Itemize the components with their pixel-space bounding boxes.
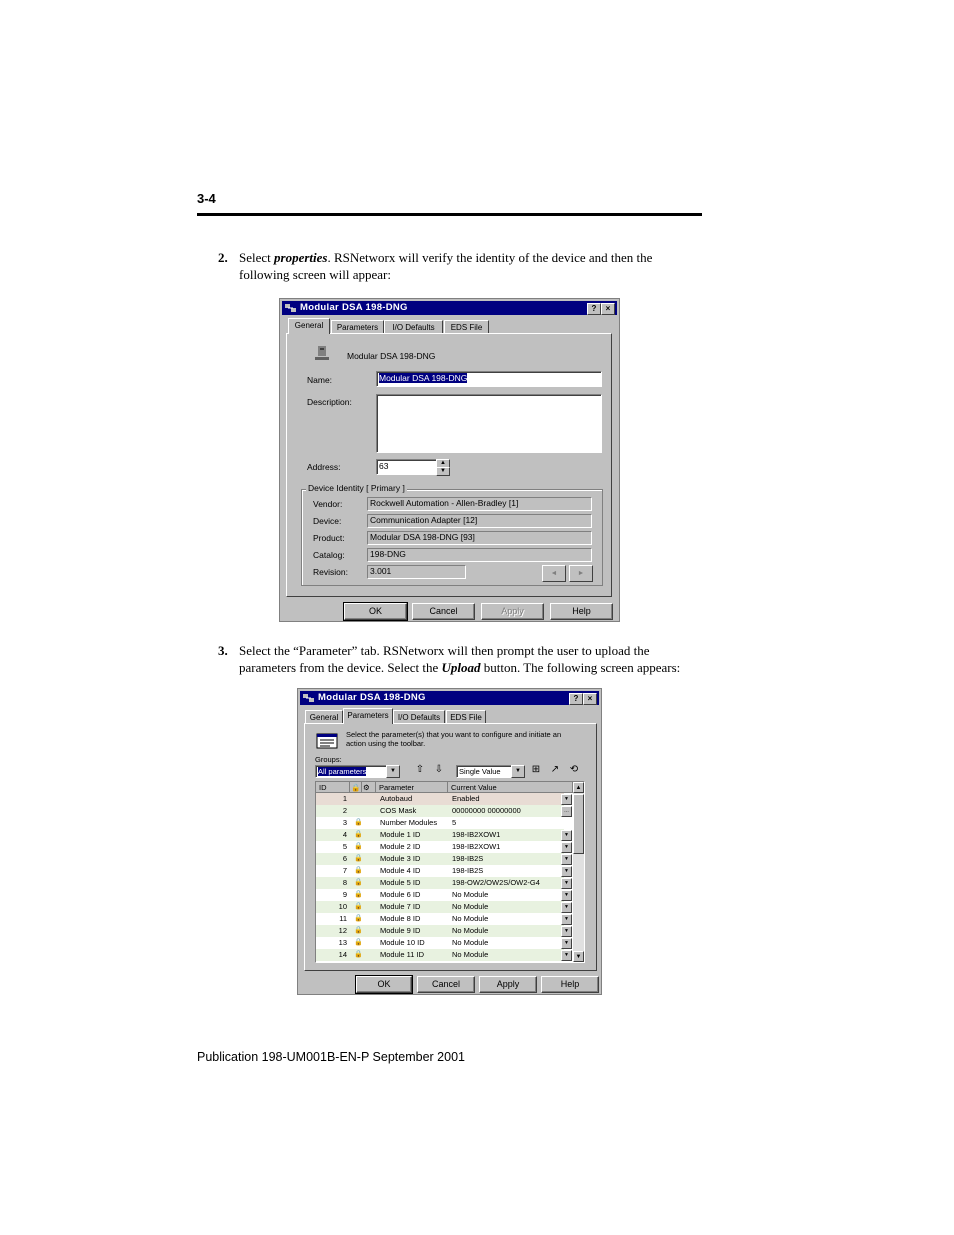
param-id: 6	[342, 854, 347, 863]
revision-label: Revision:	[313, 567, 348, 577]
param-name: Module 10 ID	[380, 938, 425, 947]
lock-icon: 🔒	[354, 927, 363, 934]
table-row[interactable]	[316, 949, 569, 961]
cancel-button[interactable]: Cancel	[412, 603, 475, 620]
vertical-scrollbar[interactable]	[573, 782, 584, 962]
lock-icon: 🔒	[354, 879, 363, 886]
param-id: 4	[342, 830, 347, 839]
step-number: 2.	[218, 250, 228, 265]
properties-dialog-general	[279, 298, 620, 622]
param-value[interactable]: No Module	[452, 938, 489, 947]
apply-button[interactable]: Apply	[481, 603, 544, 620]
table-row[interactable]	[316, 937, 569, 949]
tab-general[interactable]: General	[305, 710, 343, 724]
upload-icon[interactable]: ⇧	[415, 764, 425, 775]
table-row[interactable]	[316, 925, 569, 937]
step-2	[218, 249, 698, 285]
param-name: Module 2 ID	[380, 842, 421, 851]
chevron-down-icon[interactable]: ▼	[561, 938, 572, 949]
catalog-value: 198-DNG	[367, 548, 592, 562]
table-row[interactable]	[316, 829, 569, 841]
header-rule	[197, 213, 702, 216]
tab-io-defaults[interactable]: I/O Defaults	[384, 320, 443, 334]
page-footer: Publication 198-UM001B-EN-P September 2001	[197, 1050, 465, 1064]
product-value: Modular DSA 198-DNG [93]	[367, 531, 592, 545]
properties-dialog-parameters	[297, 688, 602, 995]
chevron-down-icon[interactable]: ▼	[561, 902, 572, 913]
column-header-current-value[interactable]: Current Value	[448, 782, 573, 793]
param-id: 3	[342, 818, 347, 827]
param-value[interactable]: No Module	[452, 926, 489, 935]
device-icon	[313, 344, 331, 362]
next-arrow-icon[interactable]: ►	[569, 565, 593, 582]
chevron-down-icon[interactable]: ▼	[561, 830, 572, 841]
param-id: 10	[338, 902, 347, 911]
param-name: Module 6 ID	[380, 890, 421, 899]
general-panel	[286, 333, 612, 597]
param-id: 11	[339, 914, 347, 923]
page-number: 3-4	[197, 191, 216, 206]
column-header-parameter[interactable]: Parameter	[376, 782, 448, 793]
lock-icon: 🔒	[354, 867, 363, 874]
description-label: Description:	[307, 397, 352, 407]
cancel-button[interactable]: Cancel	[417, 976, 475, 993]
scroll-up-icon[interactable]: ▲	[573, 782, 584, 793]
chevron-down-icon[interactable]: ▼	[386, 765, 400, 778]
param-value[interactable]: Enabled	[452, 794, 480, 803]
scroll-down-icon[interactable]: ▼	[573, 951, 584, 962]
chevron-down-icon[interactable]: ▼	[561, 890, 572, 901]
step-text: Select properties. RSNetworx will verify the identity of the device and then the following screen will appear:	[239, 250, 653, 282]
spin-up-icon[interactable]: ▲	[436, 459, 450, 468]
ok-button[interactable]: OK	[356, 976, 412, 993]
table-row[interactable]	[316, 817, 564, 829]
param-id: 7	[342, 866, 347, 875]
dialog-title: Modular DSA 198-DNG	[300, 302, 408, 313]
param-id: 13	[338, 938, 347, 947]
instruction-line-1: Select the parameter(s) that you want to configure and initiate an	[346, 730, 562, 739]
chevron-down-icon[interactable]: ▼	[561, 842, 572, 853]
param-name: Module 8 ID	[380, 914, 421, 923]
close-icon[interactable]: ×	[583, 693, 597, 705]
network-device-icon	[285, 303, 296, 313]
flag-column-icon: ⚙	[362, 782, 376, 793]
select-icon[interactable]: ↗	[550, 764, 560, 775]
revision-value: 3.001	[367, 565, 466, 579]
help-icon[interactable]: ?	[569, 693, 583, 705]
chevron-down-icon[interactable]: ▼	[561, 878, 572, 889]
param-id: 8	[342, 878, 347, 887]
param-value[interactable]: No Module	[452, 890, 489, 899]
param-name: Module 4 ID	[380, 866, 421, 875]
param-name: Module 1 ID	[380, 830, 421, 839]
step-number: 3.	[218, 643, 228, 658]
param-value[interactable]: 198-IB2XOW1	[452, 830, 501, 839]
lock-column-icon: 🔒	[351, 783, 361, 792]
tab-parameters[interactable]: Parameters	[343, 708, 393, 724]
parameter-rows	[316, 793, 573, 962]
param-value[interactable]: 5	[452, 818, 457, 827]
parameters-panel	[304, 723, 597, 971]
restore-icon[interactable]: ⟲	[569, 764, 579, 775]
param-name: Module 11 ID	[380, 950, 425, 959]
chevron-down-icon[interactable]: ▼	[561, 866, 572, 877]
chevron-down-icon[interactable]: ▼	[561, 950, 572, 961]
parameter-grid	[315, 781, 585, 963]
tab-general[interactable]: General	[288, 318, 330, 334]
chevron-down-icon[interactable]: ▼	[561, 914, 572, 925]
help-icon[interactable]: ?	[587, 303, 601, 315]
table-row[interactable]	[316, 805, 569, 817]
chevron-down-icon[interactable]: ▼	[561, 926, 572, 937]
lock-icon: 🔒	[354, 951, 363, 958]
param-name: Autobaud	[380, 794, 413, 803]
param-id: 1	[342, 794, 347, 803]
address-input[interactable]: 63	[376, 459, 438, 475]
table-row[interactable]	[316, 889, 569, 901]
groups-label: Groups:	[315, 755, 342, 764]
device-label: Device:	[313, 516, 342, 526]
monitor-icon[interactable]: ⊞	[531, 764, 541, 775]
param-id: 9	[342, 890, 347, 899]
param-value[interactable]: 198-IB2S	[452, 854, 484, 863]
device-identity-title: Device Identity [ Primary ]	[308, 483, 405, 493]
step-text: Select the “Parameter” tab. RSNetworx will then prompt the user to upload the parameters from the device. Select the Upload button. The following screen appears:	[239, 643, 681, 675]
chevron-down-icon[interactable]: ▼	[561, 794, 572, 805]
description-textarea[interactable]	[376, 394, 602, 453]
groups-select[interactable]: All parameters	[315, 765, 389, 778]
name-label: Name:	[307, 375, 333, 385]
previous-arrow-icon[interactable]: ◄	[542, 565, 566, 582]
device-name-label: Modular DSA 198-DNG	[347, 351, 436, 361]
product-label: Product:	[313, 533, 345, 543]
step-3	[218, 642, 718, 678]
lock-icon: 🔒	[354, 819, 363, 826]
param-value[interactable]: No Module	[452, 902, 489, 911]
table-row[interactable]	[316, 853, 569, 865]
param-value[interactable]: No Module	[452, 914, 489, 923]
param-value[interactable]: 00000000 00000000	[452, 806, 521, 815]
tab-eds-file[interactable]: EDS File	[444, 320, 489, 334]
param-value[interactable]: 198-IB2S	[452, 866, 484, 875]
param-id: 2	[342, 806, 347, 815]
device-value: Communication Adapter [12]	[367, 514, 592, 528]
tab-io-defaults[interactable]: I/O Defaults	[393, 710, 445, 724]
help-button[interactable]: Help	[550, 603, 613, 620]
param-id: 12	[338, 926, 347, 935]
param-name: Module 7 ID	[380, 902, 421, 911]
tab-parameters[interactable]: Parameters	[331, 320, 384, 334]
param-name: Module 9 ID	[380, 926, 421, 935]
table-row[interactable]	[316, 877, 569, 889]
dialog-title: Modular DSA 198-DNG	[318, 692, 426, 703]
apply-button[interactable]: Apply	[479, 976, 537, 993]
parameter-list-icon	[316, 733, 338, 749]
instruction-line-2: action using the toolbar.	[346, 739, 426, 748]
table-row[interactable]	[316, 913, 569, 925]
help-button[interactable]: Help	[541, 976, 599, 993]
scroll-thumb[interactable]	[573, 794, 584, 854]
lock-icon: 🔒	[354, 855, 363, 862]
dialog-titlebar	[300, 691, 599, 705]
chevron-down-icon[interactable]: ▼	[511, 765, 525, 778]
column-header-id[interactable]: ID	[316, 782, 350, 793]
name-input[interactable]: Modular DSA 198-DNG	[376, 371, 602, 387]
ok-button[interactable]: OK	[344, 603, 407, 620]
table-row[interactable]	[316, 901, 569, 913]
lock-icon: 🔒	[354, 939, 363, 946]
param-name: Module 3 ID	[380, 854, 421, 863]
lock-icon: 🔒	[354, 831, 363, 838]
param-value[interactable]: 198-OW2/OW2S/OW2-G4	[452, 878, 540, 887]
chevron-down-icon[interactable]: ▼	[561, 854, 572, 865]
param-id: 14	[338, 950, 347, 959]
param-id: 5	[342, 842, 347, 851]
lock-icon: 🔒	[354, 915, 363, 922]
lock-icon: 🔒	[354, 903, 363, 910]
lock-icon: 🔒	[354, 843, 363, 850]
table-row[interactable]	[316, 865, 569, 877]
spin-down-icon[interactable]: ▼	[436, 467, 450, 476]
vendor-label: Vendor:	[313, 499, 343, 509]
param-name: COS Mask	[380, 806, 417, 815]
ellipsis-icon[interactable]: …	[561, 806, 572, 817]
table-row[interactable]	[316, 841, 569, 853]
network-device-icon	[303, 693, 314, 703]
close-icon[interactable]: ×	[601, 303, 615, 315]
value-mode-select[interactable]: Single Value	[456, 765, 512, 778]
table-row[interactable]	[316, 793, 569, 805]
param-value[interactable]: 198-IB2XOW1	[452, 842, 501, 851]
vendor-value: Rockwell Automation - Allen-Bradley [1]	[367, 497, 592, 511]
param-name: Module 5 ID	[380, 878, 421, 887]
tab-eds-file[interactable]: EDS File	[446, 710, 486, 724]
param-name: Number Modules	[380, 818, 438, 827]
dialog-titlebar	[282, 301, 617, 315]
catalog-label: Catalog:	[313, 550, 345, 560]
address-label: Address:	[307, 462, 341, 472]
download-icon[interactable]: ⇩	[434, 764, 444, 775]
param-value[interactable]: No Module	[452, 950, 489, 959]
lock-icon: 🔒	[354, 891, 363, 898]
